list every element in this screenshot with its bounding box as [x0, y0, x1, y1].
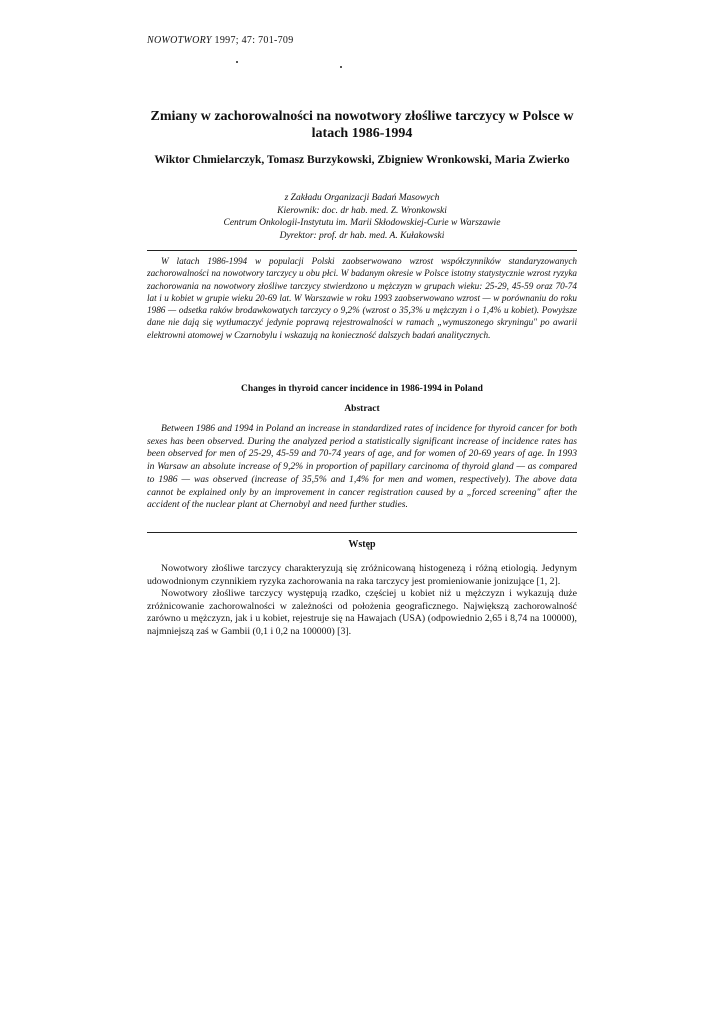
abstract-english: [147, 423, 577, 512]
citation-details: 1997; 47: 701-709: [211, 35, 294, 46]
journal-citation: [147, 35, 294, 46]
abstract-polish-text: W latach 1986-1994 w populacji Polski zaobserwowano wzrost współczynników standaryzowanych zachorowalności na nowotwory tarczycy u obu płci. W badanym okresie w Polsce istotny statystycznie wzrost ryzyka zachorowania na nowotwory złośliwe tarczycy stwierdzono u mężczyzn w grupach wieku: 25-29, 45-59 oraz 70-74 lat i u kobiet w grupie wieku 20-69 lat. W Warszawie w roku 1993 zaobserwowano wzrost — w porównaniu do roku 1986 — odsetka raków brodawkowatych tarczycy o 9,2% (wzrost o 35,3% u mężczyzn i o 1,4% u kobiet). Powyższe dane nie dają się wytłumaczyć jedynie poprawą rejestrowalności w ramach „wymuszonego skryningu" po awarii elektrowni atomowej w Czarnobylu i wskazują na konieczność dalszych badań analitycznych.: [147, 256, 577, 340]
abstract-english-text: Between 1986 and 1994 in Poland an increase in standardized rates of incidence for thyroid cancer for both sexes has been observed. During the analyzed period a statistically significant increase of incidence rates has been observed for men of 25-29, 45-59 and 70-74 years of age, and for women of 20-69 years of age. In 1993 in Warsaw an absolute increase of 9,2% in proportion of papillary carcinoma of thyroid gland — as compared to 1986 — was observed (increase of 35,5% and 1,4% for men and women, respectively). The above data cannot be explained only by an improvement in cancer registration caused by a „forced screening" after the accident of the nuclear plant at Chernobyl and need further studies.: [147, 423, 577, 511]
divider-top: [147, 250, 577, 251]
affiliation-department: z Zakładu Organizacji Badań Masowych: [284, 193, 440, 203]
english-title: Changes in thyroid cancer incidence in 1986-1994 in Poland: [241, 384, 483, 394]
scan-speck: [340, 66, 342, 68]
affiliation-block: [147, 192, 577, 242]
abstract-heading: Abstract: [344, 404, 380, 414]
body-paragraph: Nowotwory złośliwe tarczycy występują rzadko, częściej u kobiet niż u mężczyzn i wykazują duże zróżnicowanie zachorowalności w zależności od położenia geograficznego. Największą zachorowalność zarówno u mężczyzn, jak i u kobiet, rejestruje się na Hawajach (USA) (odpowiednio 2,65 i 8,74 na 100000), najmniejszą zaś w Gambii (0,1 i 0,2 na 100000) [3].: [147, 588, 577, 637]
author-list: Wiktor Chmielarczyk, Tomasz Burzykowski, Zbigniew Wronkowski, Maria Zwierko: [154, 154, 570, 166]
journal-name: NOWOTWORY: [147, 35, 212, 46]
body-text: [147, 563, 577, 639]
affiliation-head: Kierownik: doc. dr hab. med. Z. Wronkowski: [277, 205, 447, 216]
affiliation-institute: Centrum Onkologii-Instytutu im. Marii Skłodowskiej-Curie w Warszawie: [223, 218, 501, 228]
section-heading: Wstęp: [348, 539, 376, 550]
body-paragraph: Nowotwory złośliwe tarczycy charakteryzują się zróżnicowaną histogenezą i różną etiologią. Jedynym udowodnionym czynnikiem ryzyka zachorowania na raka tarczycy jest promieniowanie jonizujące [1, 2].: [147, 563, 577, 587]
divider-bottom: [147, 532, 577, 533]
scan-speck: [236, 61, 238, 63]
abstract-polish: [147, 255, 577, 341]
article-title: Zmiany w zachorowalności na nowotwory złośliwe tarczycy w Polsce w latach 1986-1994: [150, 109, 574, 141]
affiliation-director: Dyrektor: prof. dr hab. med. A. Kułakowski: [279, 230, 445, 241]
